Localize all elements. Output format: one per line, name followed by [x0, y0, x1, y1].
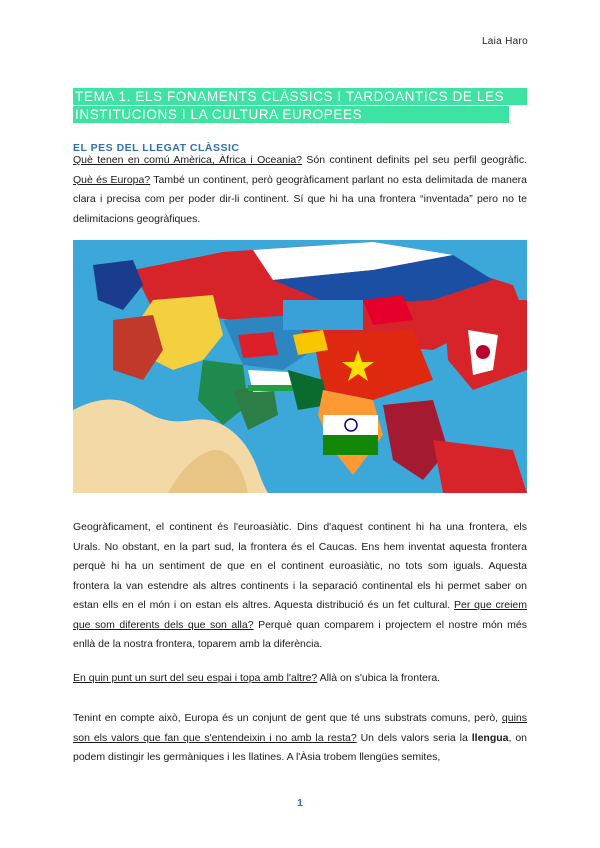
body-3-text-2: Un dels valors seria la	[356, 731, 472, 744]
body-3-text-1: Tenint en compte això, Europa és un conjunt de gent que té uns substrats comuns, però,	[73, 712, 502, 724]
question-difference: Per que creiem que som diferents dels que son alla?	[73, 599, 527, 631]
question-values: quins son els valors que fan que s'entendeixin i no amb la resta?	[73, 712, 527, 744]
intro-paragraph	[73, 151, 527, 229]
chapter-title-line-2: INSTITUCIONS I LA CULTURA EUROPEES	[73, 106, 509, 123]
body-3-text-3: , on podem distingir les germàniques i les llatines. A l'Àsia trobem llengües semites,	[73, 731, 527, 763]
body-1-text-1: Geogràficament, el continent és l'euroasiàtic. Dins d'aquest continent hi ha una frontera, els Urals. No obstant, en la part sud, la frontera és el Caucas. Ens hem inventat aquesta frontera perquè hi ha un sentiment de que en el continent euroasiàtic, no tots som iguals. Aquesta frontera la van estendre als altres continents i la separació continental els hi permet saber on estan ells en el món i on estan els altres. Aquesta distribució és un fet cultural.	[73, 521, 527, 611]
section-heading: EL PES DEL LLEGAT CLÀSSIC	[73, 142, 240, 154]
body-paragraph-1	[73, 518, 527, 655]
body-1-text-2: Perquè quan comparem i projectem el nostre món més enllà de la nostra frontera, toparem amb la diferència.	[73, 618, 527, 650]
chapter-title-line-1: TEMA 1. ELS FONAMENTS CLÀSSICS I TARDOANTICS DE LES	[73, 88, 527, 105]
chapter-title	[73, 88, 527, 123]
body-paragraph-3	[73, 709, 527, 768]
page-number: 1	[297, 797, 303, 809]
author-name: Laia Haro	[481, 36, 528, 47]
body-2-text: Allà on s'ubica la frontera.	[317, 672, 441, 684]
intro-text-1: Són continent definits pel seu perfil geogràfic.	[302, 154, 527, 166]
question-border-point: En quin punt un surt del seu espai i topa amb l'altre?	[73, 672, 318, 684]
language-term: llengua	[471, 731, 509, 744]
question-europe: Què és Europa?	[73, 173, 151, 186]
intro-text-2: També un continent, però geogràficament parlant no esta delimitada de manera clara i precisa com per poder dir-li continent. Sí que hi ha una frontera “inventada” pero no te delimitacions geogràfiques.	[73, 173, 528, 225]
body-paragraph-2	[73, 669, 527, 689]
world-flags-map-image	[73, 240, 527, 493]
question-continents: Què tenen en comú Amèrica, Àfrica i Oceania?	[73, 154, 303, 166]
